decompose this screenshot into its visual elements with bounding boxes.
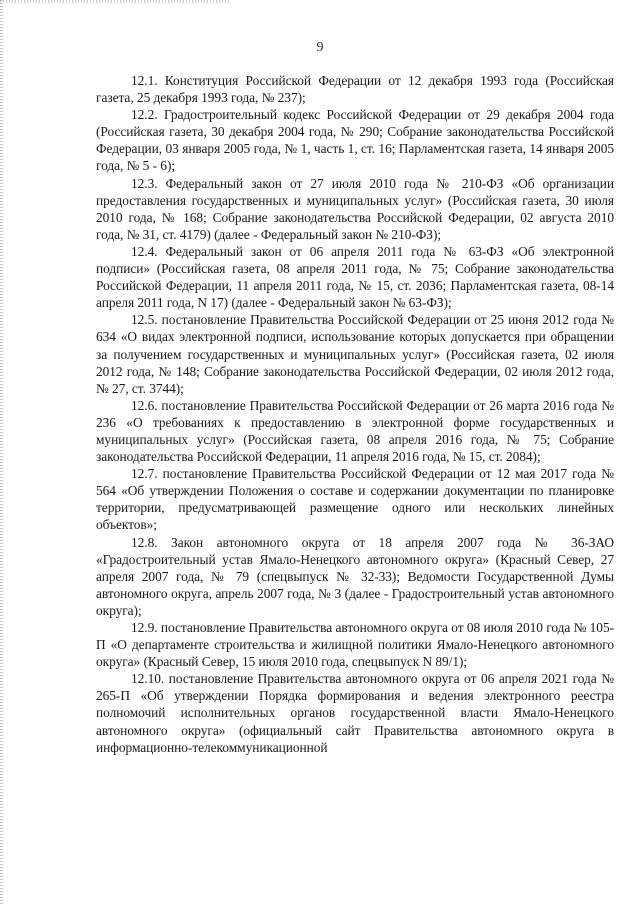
paragraph-12-7: 12.7. постановление Правительства Российской Федерации от 12 мая 2017 года № 564 «Об утверждении Положения о составе и содержании документации по планировке территории, предусматривающей размещение одного или нескольких линейных объектов»; (96, 466, 614, 533)
paragraph-12-2: 12.2. Градостроительный кодекс Российской Федерации от 29 декабря 2004 года (Российская газета, 30 декабря 2004 года, № 290; Собрание законодательства Российской Федерации, 03 января 2005 года, № 1, часть 1, ст. 16; Парламентская газета, 14 января 2005 года, № 5 - 6); (96, 107, 614, 174)
paragraph-12-6: 12.6. постановление Правительства Российской Федерации от 26 марта 2016 года № 236 «О требованиях к предоставлению в электронной форме государственных и муниципальных услуг» (Российская газета, 08 апреля 2016 года, № 75; Собрание законодательства Российской Федерации, 11 апреля 2016 года, № 15, ст. 2084); (96, 397, 614, 465)
scan-artifact-top (0, 0, 230, 3)
scan-artifact-left (0, 0, 3, 905)
paragraph-12-9: 12.9. постановление Правительства автономного округа от 08 июля 2010 года № 105-П «О департаменте строительства и жилищной политики Ямало-Ненецкого автономного округа» (Красный Север, 15 июля 2010 года, спецвыпуск N 89/1); (96, 620, 614, 670)
paragraph-12-8: 12.8. Закон автономного округа от 18 апреля 2007 года № 36-ЗАО «Градостроительный устав Ямало-Ненецкого автономного округа» (Красный Север, 27 апреля 2007 года, № 79 (спецвыпуск № 32-33); Ведомости Государственной Думы автономного округа, апрель 2007 года, № 3 (далее - Градостроительный устав автономного округа); (96, 534, 614, 618)
document-body (96, 72, 614, 756)
paragraph-12-3: 12.3. Федеральный закон от 27 июля 2010 года № 210-ФЗ «Об организации предоставления государственных и муниципальных услуг» (Российская газета, 30 июля 2010 года, № 168; Собрание законодательства Российской Федерации, 02 августа 2010 года, № 31, ст. 4179) (далее - Федеральный закон № 210-ФЗ); (96, 175, 614, 242)
paragraph-12-4: 12.4. Федеральный закон от 06 апреля 2011 года № 63-ФЗ «Об электронной подписи» (Российская газета, 08 апреля 2011 года, № 75; Собрание законодательства Российской Федерации, 11 апреля 2011 года, № 15, ст. 2036; Парламентская газета, 08-14 апреля 2011 года, N 17) (далее - Федеральный закон № 63-ФЗ); (96, 243, 614, 311)
paragraph-12-5: 12.5. постановление Правительства Российской Федерации от 25 июня 2012 года № 634 «О видах электронной подписи, использование которых допускается при обращении за получением государственных и муниципальных услуг» (Российская газета, 02 июля 2012 года, № 148; Собрание законодательства Российской Федерации, 02 июля 2012 года, № 27, ст. 3744); (96, 312, 614, 396)
paragraph-12-10: 12.10. постановление Правительства автономного округа от 06 апреля 2021 года № 265-П «Об утверждении Порядка формирования и ведения электронного реестра полномочий исполнительных органов государственной власти Ямало-Ненецкого автономного округа» (официальный сайт Правительства автономного округа в информационно-телекоммуникационной (96, 671, 614, 755)
page-number: 9 (316, 40, 324, 55)
paragraph-12-1: 12.1. Конституция Российской Федерации от 12 декабря 1993 года (Российская газета, 25 декабря 1993 года, № 237); (96, 73, 614, 106)
